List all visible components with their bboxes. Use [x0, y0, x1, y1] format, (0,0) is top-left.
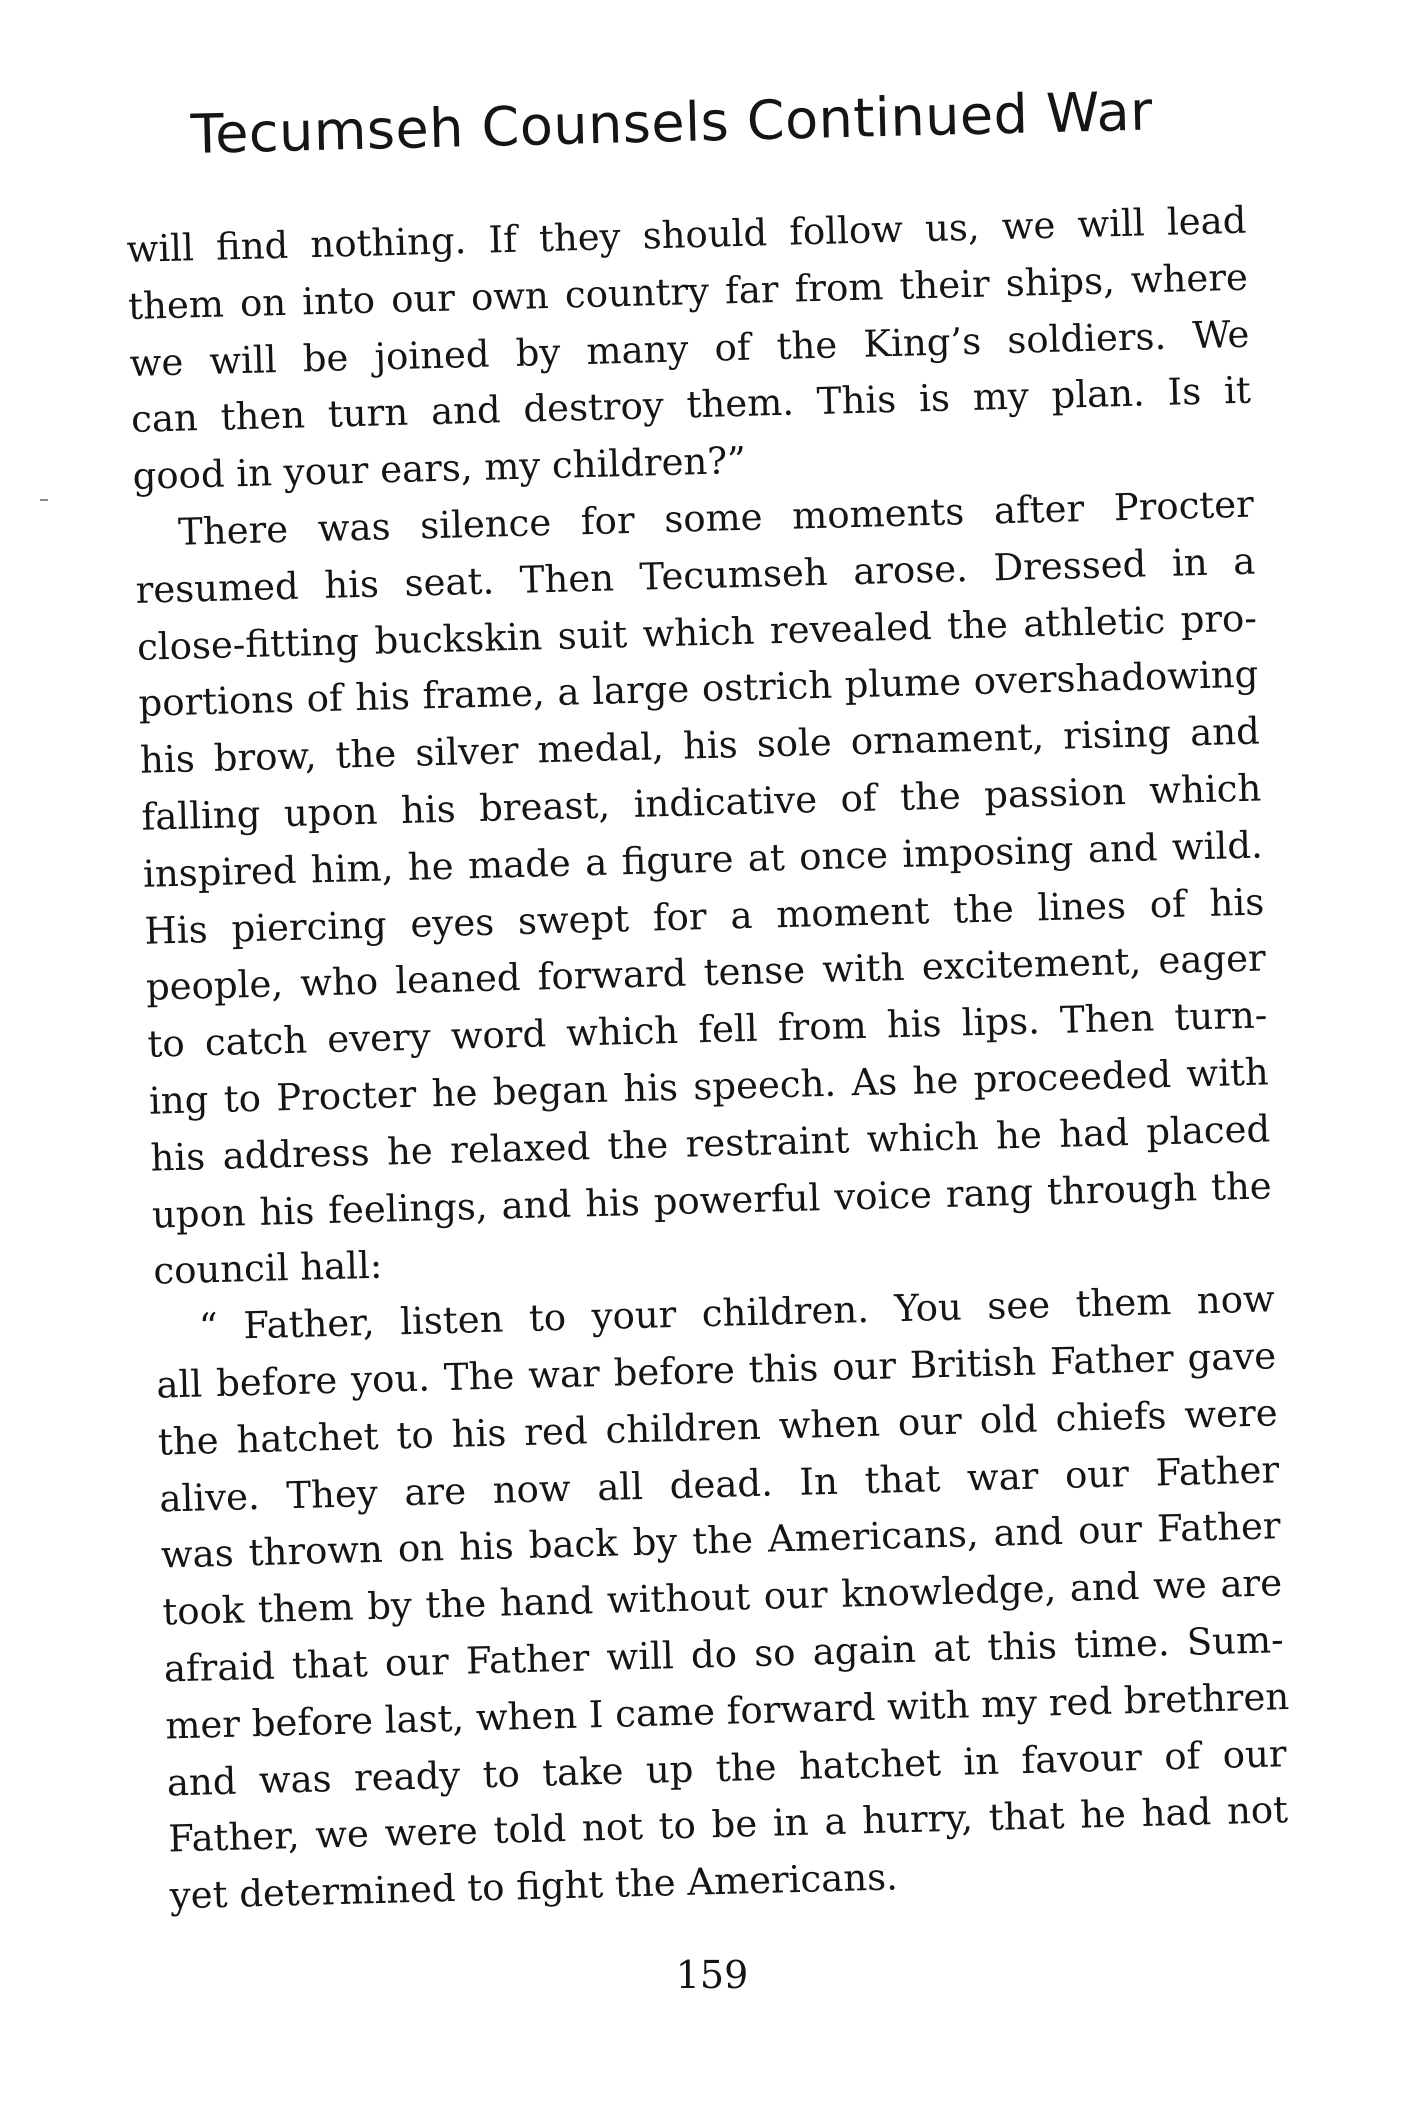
text-line: we will be joined by many of the King’s soldiers. We — [129, 312, 1250, 385]
text-line: yet determined to fight the Americans. — [169, 1855, 899, 1918]
text-line: mer before last, when I came forward with my red brethren — [164, 1674, 1290, 1748]
text-line: can then turn and destroy them. This is my plan. Is it — [130, 369, 1252, 442]
text-line: to catch every word which fell from his lips. Then turn- — [146, 993, 1268, 1066]
text-line: the hatchet to his red children when our old chiefs were — [157, 1391, 1279, 1464]
text-line: all before you. The war before this our British Father gave — [155, 1334, 1277, 1407]
text-line: alive. They are now all dead. In that war our Father — [158, 1447, 1280, 1521]
text-line: took them by the hand without our knowledge, and we are — [161, 1561, 1283, 1634]
text-line: Father, we were told not to be in a hurry, that he had not — [167, 1788, 1289, 1861]
text-line: “ Father, listen to your children. You see them now — [198, 1277, 1276, 1349]
body-text — [126, 193, 1290, 1926]
text-line: portions of his frame, a large ostrich plume overshadowing — [138, 652, 1259, 726]
text-line: afraid that our Father will do so again at this time. Sum- — [163, 1618, 1285, 1691]
text-line: people, who leaned forward tense with excitement, eager — [145, 936, 1267, 1010]
text-line: upon his feelings, and his powerful voice rang through the — [151, 1163, 1273, 1237]
text-line: close-fitting buckskin suit which revealed the athletic pro- — [136, 596, 1258, 669]
text-line: There was silence for some moments after Procter — [177, 482, 1255, 554]
running-title: Tecumseh Counsels Continued War — [190, 79, 1154, 166]
text-line: ing to Procter he began his speech. As he proceeded with — [148, 1050, 1270, 1123]
text-line: was thrown on his back by the Americans, and our Father — [160, 1504, 1282, 1577]
page-number: 159 — [675, 1953, 749, 1997]
text-line: His piercing eyes swept for a moment the lines of his — [143, 880, 1265, 953]
text-line: good in your ears, my children?” — [132, 439, 747, 499]
text-line: his address he relaxed the restraint which he had placed — [149, 1107, 1271, 1180]
text-line: them on into our own country far from their ships, where — [127, 255, 1249, 328]
text-line: inspired him, he made a figure at once imposing and wild. — [142, 823, 1264, 896]
text-line: council hall: — [152, 1244, 383, 1293]
text-line: and was ready to take up the hatchet in favour of our — [166, 1731, 1288, 1804]
text-line: his brow, the silver medal, his sole ornament, rising and — [139, 709, 1261, 782]
margin-mark — [40, 499, 48, 501]
text-line: resumed his seat. Then Tecumseh arose. Dressed in a — [135, 539, 1256, 612]
text-line: will find nothing. If they should follow us, we will lead — [126, 198, 1247, 271]
text-line: falling upon his breast, indicative of the passion which — [141, 766, 1262, 839]
